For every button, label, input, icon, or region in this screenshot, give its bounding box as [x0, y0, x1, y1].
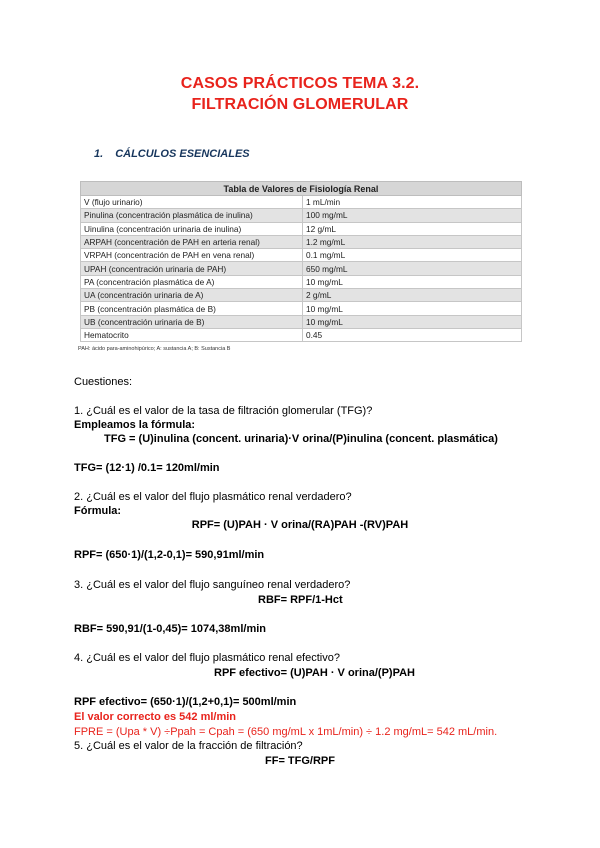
- row-label: Hematocrito: [81, 328, 303, 341]
- table-header: Tabla de Valores de Fisiología Renal: [81, 182, 522, 196]
- row-value: 650 mg/mL: [303, 262, 522, 275]
- row-label: Uinulina (concentración urinaria de inulina): [81, 222, 303, 235]
- question-2-intro: Fórmula:: [74, 505, 122, 517]
- row-label: ARPAH (concentración de PAH en arteria renal): [81, 235, 303, 248]
- table-row: [81, 328, 522, 341]
- question-2-result: RPF= (650·1)/(1,2-0,1)= 590,91ml/min: [74, 549, 265, 561]
- question-1-formula: TFG = (U)inulina (concent. urinaria)·V orina/(P)inulina (concent. plasmática): [104, 433, 498, 445]
- question-4-correction: El valor correcto es 542 ml/min: [74, 711, 237, 723]
- renal-physiology-table: [80, 181, 522, 342]
- section-heading: [94, 148, 250, 160]
- row-value: 2 g/mL: [303, 289, 522, 302]
- question-4-formula: RPF efectivo= (U)PAH · V orina/(P)PAH: [214, 667, 415, 679]
- row-label: PA (concentración plasmática de A): [81, 275, 303, 288]
- question-2: 2. ¿Cuál es el valor del flujo plasmático renal verdadero?: [74, 491, 352, 503]
- table-footnote: PAH: ácido para-aminohipúrico; A: sustancia A; B: Sustancia B: [78, 346, 231, 352]
- row-label: V (flujo urinario): [81, 196, 303, 209]
- question-5-formula: FF= TFG/RPF: [265, 755, 335, 767]
- row-label: UB (concentración urinaria de B): [81, 315, 303, 328]
- table-row: [81, 302, 522, 315]
- table-row: [81, 315, 522, 328]
- section-label: CÁLCULOS ESENCIALES: [115, 148, 250, 160]
- table-row: [81, 222, 522, 235]
- row-label: UPAH (concentración urinaria de PAH): [81, 262, 303, 275]
- question-3-result: RBF= 590,91/(1-0,45)= 1074,38ml/min: [74, 623, 266, 635]
- table-row: [81, 196, 522, 209]
- row-value: 0.45: [303, 328, 522, 341]
- row-value: 100 mg/mL: [303, 209, 522, 222]
- section-number: 1.: [94, 148, 104, 160]
- cuestiones-heading: Cuestiones:: [74, 376, 133, 388]
- question-3: 3. ¿Cuál es el valor del flujo sanguíneo renal verdadero?: [74, 579, 351, 591]
- question-4-fpre-formula: FPRE = (Upa * V) ÷Ppah = Cpah = (650 mg/mL x 1mL/min) ÷ 1.2 mg/mL= 542 mL/min.: [74, 726, 498, 738]
- row-value: 1 mL/min: [303, 196, 522, 209]
- row-label: UA (concentración urinaria de A): [81, 289, 303, 302]
- row-value: 1.2 mg/mL: [303, 235, 522, 248]
- question-1: 1. ¿Cuál es el valor de la tasa de filtración glomerular (TFG)?: [74, 405, 373, 417]
- question-3-formula: RBF= RPF/1-Hct: [258, 594, 343, 606]
- question-1-intro: Empleamos la fórmula:: [74, 419, 196, 431]
- table-row: [81, 235, 522, 248]
- question-1-result: TFG= (12·1) /0.1= 120ml/min: [74, 462, 220, 474]
- question-5: 5. ¿Cuál es el valor de la fracción de filtración?: [74, 740, 303, 752]
- question-2-formula: RPF= (U)PAH · V orina/(RA)PAH -(RV)PAH: [191, 519, 409, 531]
- table-row: [81, 275, 522, 288]
- row-value: 0.1 mg/mL: [303, 249, 522, 262]
- row-label: Pinulina (concentración plasmática de inulina): [81, 209, 303, 222]
- row-value: 10 mg/mL: [303, 302, 522, 315]
- row-value: 12 g/mL: [303, 222, 522, 235]
- document-title-line-1: CASOS PRÁCTICOS TEMA 3.2.: [180, 75, 420, 92]
- row-label: PB (concentración plasmática de B): [81, 302, 303, 315]
- table-row: [81, 209, 522, 222]
- table-row: [81, 289, 522, 302]
- row-label: VRPAH (concentración de PAH en vena renal): [81, 249, 303, 262]
- row-value: 10 mg/mL: [303, 315, 522, 328]
- table-row: [81, 249, 522, 262]
- row-value: 10 mg/mL: [303, 275, 522, 288]
- document-title-line-2: FILTRACIÓN GLOMERULAR: [191, 96, 409, 113]
- question-4-result: RPF efectivo= (650·1)/(1,2+0,1)= 500ml/min: [74, 696, 297, 708]
- table-row: [81, 262, 522, 275]
- question-4: 4. ¿Cuál es el valor del flujo plasmático renal efectivo?: [74, 652, 340, 664]
